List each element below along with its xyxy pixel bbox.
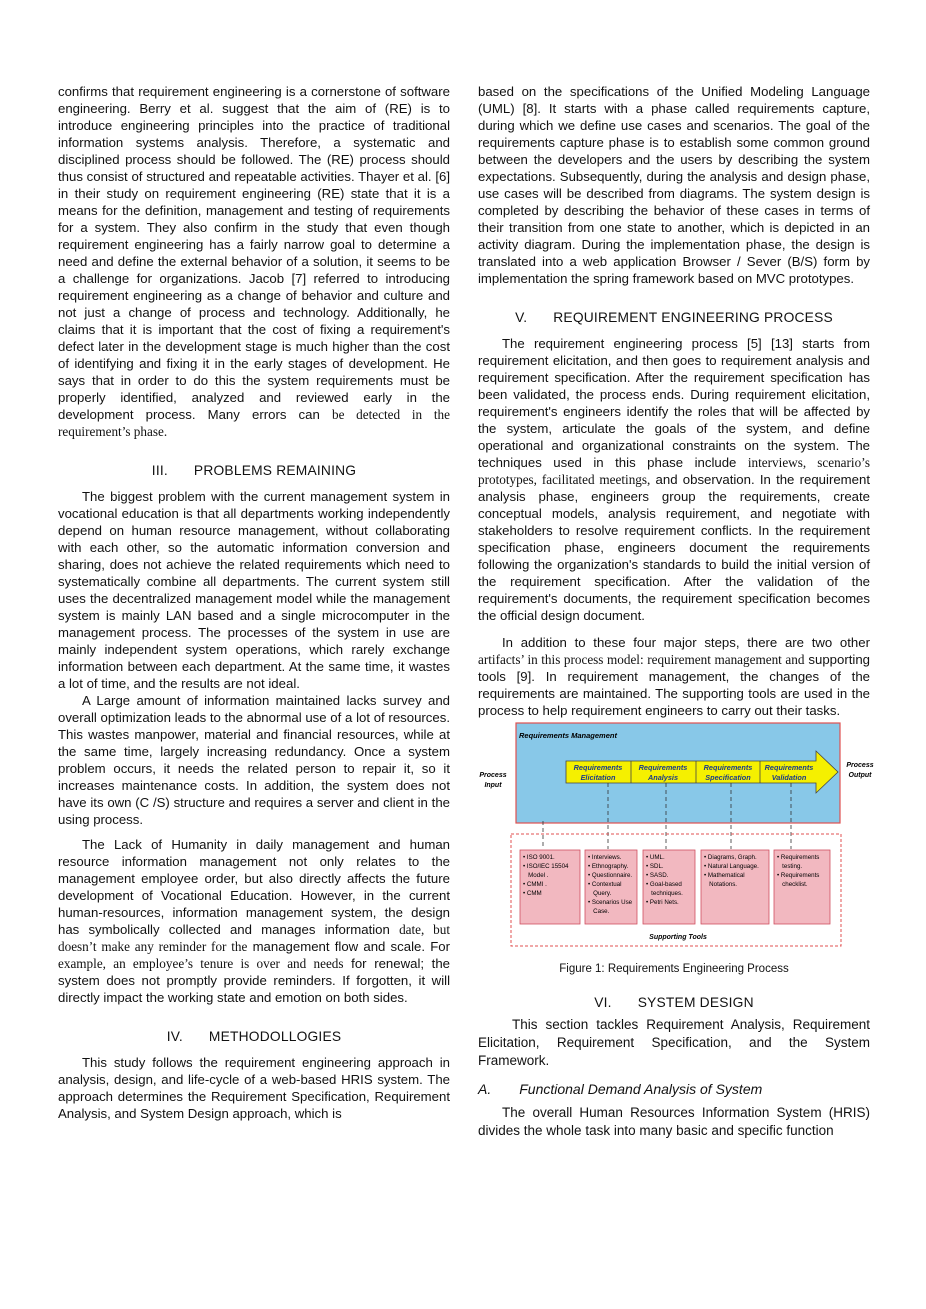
- supporting-tools-label: Supporting Tools: [649, 934, 707, 941]
- svg-text:• ISO/IEC 15504: • ISO/IEC 15504: [523, 863, 569, 870]
- svg-text:Case.: Case.: [588, 908, 610, 915]
- phase-3-line-1: Requirements: [703, 763, 753, 772]
- svg-text:• Scenarios Use: • Scenarios Use: [588, 899, 633, 906]
- subsection-a-heading: A. Functional Demand Analysis of System: [478, 1081, 763, 1097]
- svg-text:checklist.: checklist.: [777, 881, 808, 888]
- svg-text:testing.: testing.: [777, 863, 803, 870]
- svg-text:• Contextual: • Contextual: [588, 881, 622, 888]
- svg-text:• Ethnography.: • Ethnography.: [588, 863, 629, 870]
- process-output-line-2: Output: [848, 772, 872, 779]
- figure-caption: Figure 1: Requirements Engineering Process: [559, 963, 789, 975]
- left-paragraph-1: confirms that requirement engineering is a cornerstone of software engineering. Berry et al. suggest that the aim of (RE) is to introduce engineering principles into the practice of traditional information systems analysis. Therefore, a systematic and disciplined process should be followed. The (RE) process should thus consist of structured and repeatable activities. Thayer et al. [6] in their study on requirement engineering (RE) state that it is a means for the definition, management and testing of requirements for a system. They also confirm in the study that even though requirement engineering has a fairly narrow goal to determine a need and define the external behavior of a solution, it seems to be a challenge for organizations. Jacob [7] referred to introducing requirement engineering as a change of behavior and culture and not just a change of process and technology. Additionally, he claims that it is important that the cost of fixing a requirement's defect later in the development stage is much higher than the cost of identifying and fixing it in the early stages of development. He says that in order to do this the system requirements must be properly identified, analyzed and reviewed early in the development process. Many errors can be detected in the requirement’s phase.: [58, 84, 450, 439]
- svg-text:• Requirements: • Requirements: [777, 872, 820, 879]
- process-input-line-1: Process: [479, 772, 507, 779]
- svg-text:• UML.: • UML.: [646, 854, 665, 861]
- right-paragraph-5: The overall Human Resources Information System (HRIS) divides the whole task into many basic and specific function: [478, 1105, 870, 1138]
- svg-text:• SASD.: • SASD.: [646, 872, 669, 879]
- phase-2-line-1: Requirements: [638, 763, 688, 772]
- process-output-line-1: Process: [846, 762, 874, 769]
- svg-text:• CMMI .: • CMMI .: [523, 881, 547, 888]
- left-column: [58, 83, 450, 1122]
- right-paragraph-4: This section tackles Requirement Analysis, Requirement Elicitation, Requirement Specification, and the System Framework.: [478, 1017, 870, 1068]
- svg-text:Query.: Query.: [588, 890, 612, 897]
- svg-text:• Diagrams, Graph.: • Diagrams, Graph.: [704, 854, 757, 861]
- svg-text:• Requirements: • Requirements: [777, 854, 820, 861]
- left-paragraph-2: The biggest problem with the current management system in vocational education is that all departments working independently depend on human resource management, without collaborating with each other, so the automatic information conversion and sharing, does not achieve the related requirements which need to systematically combine all departments. The current system still uses the decentralized management model while the management system is mainly LAN based and a single microcomputer in the management process. The processes of the system in use are mainly independent system operations, which rarely exchange information between each department. At the same time, it wastes a lot of time, and the results are not ideal.: [58, 489, 450, 691]
- svg-text:• SDL.: • SDL.: [646, 863, 664, 870]
- right-column: [478, 83, 874, 1140]
- section-4-heading: IV. METHODOLLOGIES: [166, 1029, 342, 1044]
- phase-4-line-1: Requirements: [764, 763, 814, 772]
- svg-text:• Goal-based: • Goal-based: [646, 881, 682, 888]
- left-paragraph-3: A Large amount of information maintained lacks survey and overall optimization leads to the abnormal use of a lot of resources. This wastes manpower, material and financial resources, while at the same time, largely increasing redundancy. Once a system problem occurs, it needs the related person to repair it, so it increases maintenance costs. In addition, the system does not have its own (C /S) structure and requires a server and client in the using process.: [58, 693, 450, 827]
- right-paragraph-1: based on the specifications of the Unified Modeling Language (UML) [8]. It starts with a phase called requirements capture, during which we define use cases and scenarios. The goal of the requirements capture phase is to establish some common ground between the developers and the users by describing the system expectations. Subsequently, during the analysis and design phase, use cases will be described from diagrams. The system design is completed by describing the behavior of these cases in terms of their transition from one state to another, which is depicted in an activity diagram. During the implementation phase, the design is translated into a web application Browser / Sever (B/S) form by implementation the spring framework based on MVC prototypes.: [478, 84, 870, 286]
- svg-text:• Mathematical: • Mathematical: [704, 872, 745, 879]
- svg-text:• Natural Language.: • Natural Language.: [704, 863, 759, 870]
- svg-text:• ISO 9001.: • ISO 9001.: [523, 854, 555, 861]
- right-paragraph-3: In addition to these four major steps, there are two other artifacts’ in this process model: requirement management and supporting tools [9]. In requirement management, the changes of the requirements are maintained. The supporting tools are used in the process to help requirement engineers to carry out their tasks.: [478, 635, 870, 718]
- figure-diagram: [478, 721, 874, 961]
- right-paragraph-2: The requirement engineering process [5] [13] starts from requirement elicitation, and then goes to requirement analysis and requirement specification. After the requirement specification has been validated, the process ends. During requirement elicitation, requirement's engineers identify the roles that will be affected by the system, articulate the goals of the system, and define operational and organizational constraints on the system. The techniques used in this phase include interviews, scenario’s prototypes, facilitated meetings, and observation. In the requirement analysis phase, engineers group the requirements, create conceptual models, analysis requirement, and negotiate with stakeholders to resolve requirement conflicts. In the requirement specification phase, engineers document the requirements following the organization's standards to build the initial version of the requirement specification. After the validation of the requirement's documents, the requirement specification becomes the official design document.: [478, 336, 870, 623]
- phase-1-line-2: Elicitation: [580, 773, 616, 782]
- section-6-heading: VI. SYSTEM DESIGN: [594, 995, 754, 1010]
- phase-2-line-2: Analysis: [647, 773, 679, 782]
- left-paragraph-4: The Lack of Humanity in daily management and human resource information management not only relates to the management employee order, but also directly affects the future development of Vocational Education. However, in the current human-resources, information management system, the design has symbolically collected and manages information date, but doesn’t make any reminder for the management flow and scale. For example, an employee’s tenure is over and needs for renewal; the system does not promptly provide reminders. If forgotten, it will directly impact the working state and emotion on both sides.: [58, 837, 451, 1005]
- svg-text:techniques.: techniques.: [646, 890, 683, 897]
- svg-text:• Questionnaire.: • Questionnaire.: [588, 872, 633, 879]
- section-5-heading: V. REQUIREMENT ENGINEERING PROCESS: [515, 310, 833, 325]
- svg-text:• CMM: • CMM: [523, 890, 542, 897]
- requirements-process-figure: [478, 721, 874, 961]
- phase-3-line-2: Specification: [705, 773, 751, 782]
- svg-text:• Petri Nets.: • Petri Nets.: [646, 899, 679, 906]
- section-3-heading: III. PROBLEMS REMAINING: [151, 463, 357, 478]
- management-label: Requirements Management: [519, 731, 617, 740]
- process-input-line-2: Input: [484, 782, 502, 789]
- svg-text:Model .: Model .: [523, 872, 549, 879]
- left-paragraph-5: This study follows the requirement engineering approach in analysis, design, and life-cycle of a web-based HRIS system. The approach determines the Requirement Specification, Requirement Analysis, and System Design approach, which is: [58, 1055, 450, 1121]
- svg-text:• Interviews.: • Interviews.: [588, 854, 622, 861]
- svg-text:Notations.: Notations.: [704, 881, 738, 888]
- phase-1-line-1: Requirements: [573, 763, 623, 772]
- phase-4-line-2: Validation: [771, 773, 807, 782]
